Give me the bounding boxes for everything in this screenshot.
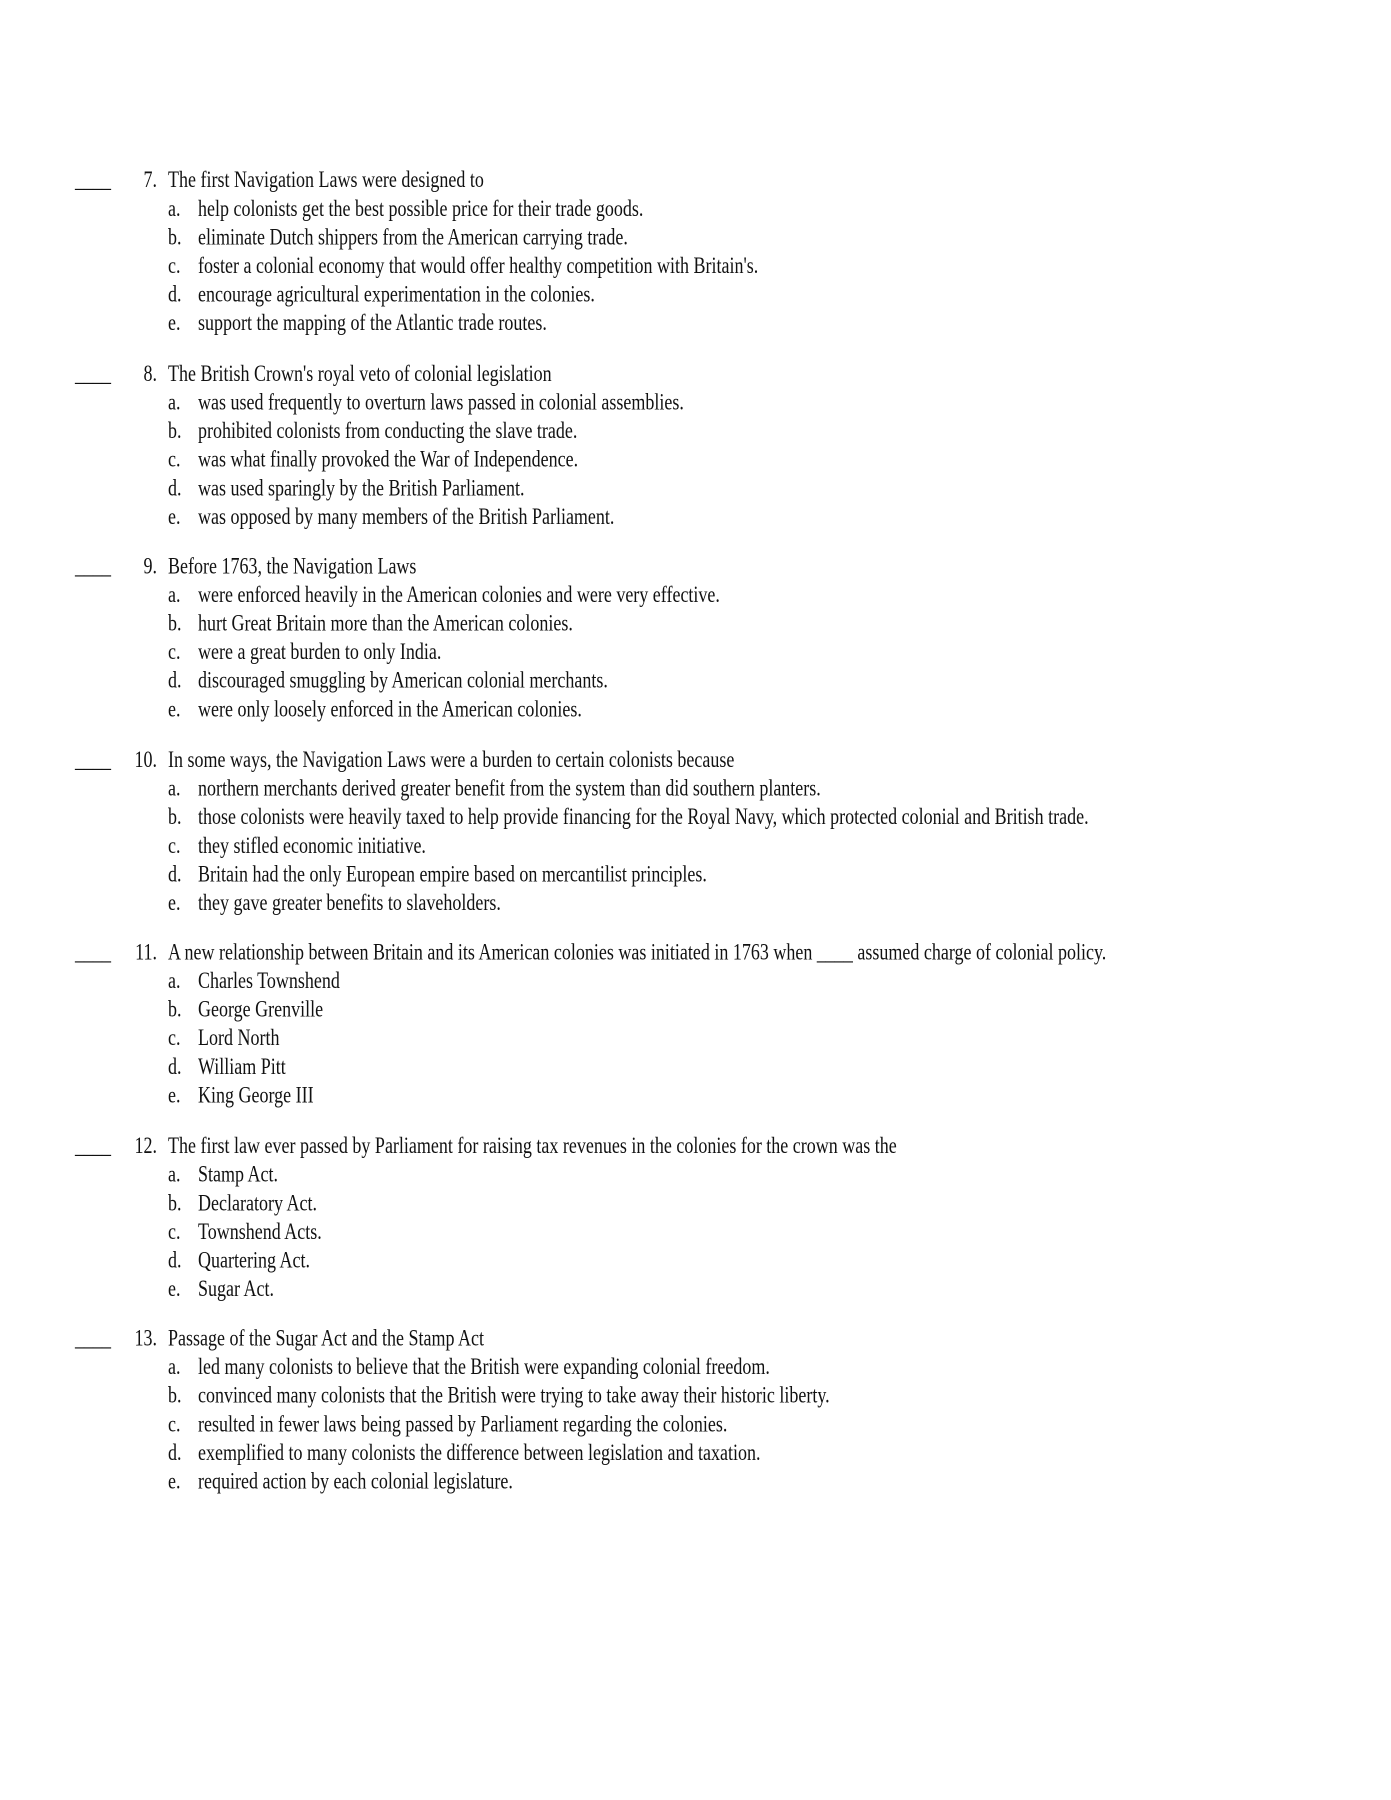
option-text: exemplified to many colonists the difference between legislation and taxation. xyxy=(198,1439,761,1466)
option-letter: e. xyxy=(168,502,181,529)
question-number: 10. xyxy=(134,745,157,772)
question-number: 11. xyxy=(135,938,157,965)
option-letter: e. xyxy=(168,1274,181,1301)
option-text: Quartering Act. xyxy=(198,1246,310,1273)
option-text: was used frequently to overturn laws passed in colonial assemblies. xyxy=(198,388,684,415)
option-letter: a. xyxy=(168,581,181,608)
question-number: 9. xyxy=(143,552,157,579)
answer-option xyxy=(0,1159,1391,1188)
answer-option xyxy=(0,887,1391,916)
answer-option xyxy=(0,308,1391,337)
option-text: prohibited colonists from conducting the slave trade. xyxy=(198,416,578,443)
option-text: King George III xyxy=(198,1081,314,1108)
option-text: encourage agricultural experimentation in the colonies. xyxy=(198,280,595,307)
option-letter: c. xyxy=(168,1217,181,1244)
option-text: help colonists get the best possible price for their trade goods. xyxy=(198,195,644,221)
option-letter: a. xyxy=(168,195,181,221)
option-letter: c. xyxy=(168,638,181,665)
answer-option xyxy=(0,415,1391,444)
answer-option xyxy=(0,251,1391,280)
option-letter: e. xyxy=(168,309,181,336)
option-letter: b. xyxy=(168,995,182,1022)
option-letter: d. xyxy=(168,280,182,307)
option-text: Charles Townshend xyxy=(198,967,340,994)
option-letter: b. xyxy=(168,802,182,829)
option-text: Stamp Act. xyxy=(198,1160,278,1187)
option-letter: a. xyxy=(168,1160,181,1187)
answer-option xyxy=(0,1381,1391,1410)
option-text: Lord North xyxy=(198,1024,280,1051)
answer-option xyxy=(0,280,1391,309)
option-letter: a. xyxy=(168,1353,181,1380)
answer-option xyxy=(0,666,1391,695)
option-letter: c. xyxy=(168,831,181,858)
question-text: The first Navigation Laws were designed to xyxy=(168,166,484,193)
option-text: convinced many colonists that the British were trying to take away their historic liberty. xyxy=(198,1381,830,1408)
answer-option xyxy=(0,830,1391,859)
option-text: they gave greater benefits to slaveholders. xyxy=(198,888,501,915)
option-letter: c. xyxy=(168,1024,181,1051)
option-text: Sugar Act. xyxy=(198,1274,274,1301)
question-text: In some ways, the Navigation Laws were a burden to certain colonists because xyxy=(168,745,735,772)
answer-option xyxy=(0,387,1391,416)
option-letter: e. xyxy=(168,1081,181,1108)
option-text: eliminate Dutch shippers from the American carrying trade. xyxy=(198,223,628,250)
answer-option xyxy=(0,1023,1391,1052)
option-letter: b. xyxy=(168,609,182,636)
question xyxy=(0,937,1391,1109)
answer-blank[interactable]: ____ xyxy=(75,938,111,965)
option-text: foster a colonial economy that would offer healthy competition with Britain's. xyxy=(198,252,759,279)
option-letter: e. xyxy=(168,695,181,722)
option-letter: e. xyxy=(168,1467,181,1494)
question-text: The British Crown's royal veto of colonial legislation xyxy=(168,359,552,386)
option-letter: d. xyxy=(168,1439,182,1466)
answer-option xyxy=(0,473,1391,502)
question-text: A new relationship between Britain and its American colonies was initiated in 1763 when ____ assumed charge of colonial policy. xyxy=(168,938,1107,965)
answer-option xyxy=(0,1273,1391,1302)
question xyxy=(0,165,1391,337)
answer-blank[interactable]: ____ xyxy=(75,166,111,193)
option-text: hurt Great Britain more than the American colonies. xyxy=(198,609,573,636)
option-text: led many colonists to believe that the British were expanding colonial freedom. xyxy=(198,1353,770,1380)
option-list xyxy=(0,966,1391,1109)
option-letter: a. xyxy=(168,774,181,801)
option-letter: b. xyxy=(168,1381,182,1408)
option-text: William Pitt xyxy=(198,1053,286,1079)
answer-option xyxy=(0,222,1391,251)
option-text: northern merchants derived greater benefit from the system than did southern planters. xyxy=(198,774,821,801)
question-list xyxy=(0,165,1391,1516)
answer-option xyxy=(0,580,1391,609)
question-number: 7. xyxy=(143,166,157,193)
answer-blank[interactable]: ____ xyxy=(75,359,111,386)
answer-option xyxy=(0,1052,1391,1081)
option-letter: b. xyxy=(168,1188,182,1215)
answer-blank[interactable]: ____ xyxy=(75,1131,111,1158)
answer-blank[interactable]: ____ xyxy=(75,745,111,772)
option-letter: c. xyxy=(168,252,181,279)
question xyxy=(0,1323,1391,1495)
question-number: 8. xyxy=(143,359,157,386)
option-text: required action by each colonial legislature. xyxy=(198,1467,513,1494)
option-text: was opposed by many members of the British Parliament. xyxy=(198,502,615,529)
answer-option xyxy=(0,1245,1391,1274)
option-list xyxy=(0,773,1391,916)
option-text: support the mapping of the Atlantic trade routes. xyxy=(198,309,547,336)
question xyxy=(0,1130,1391,1302)
option-letter: e. xyxy=(168,888,181,915)
option-text: Declaratory Act. xyxy=(198,1188,317,1215)
question-text: The first law ever passed by Parliament for raising tax revenues in the colonies for the crown was the xyxy=(168,1131,897,1158)
option-letter: a. xyxy=(168,967,181,994)
option-letter: d. xyxy=(168,473,182,500)
answer-option xyxy=(0,1080,1391,1109)
answer-blank[interactable]: ____ xyxy=(75,552,111,579)
option-text: discouraged smuggling by American colonial merchants. xyxy=(198,666,608,693)
option-text: Townshend Acts. xyxy=(198,1217,322,1244)
option-text: they stifled economic initiative. xyxy=(198,831,426,858)
option-list xyxy=(0,1159,1391,1302)
option-letter: b. xyxy=(168,416,182,443)
answer-option xyxy=(0,1188,1391,1217)
option-text: were a great burden to only India. xyxy=(198,638,442,665)
answer-option xyxy=(0,1466,1391,1495)
question xyxy=(0,744,1391,916)
answer-option xyxy=(0,444,1391,473)
option-letter: d. xyxy=(168,859,182,886)
answer-option xyxy=(0,194,1391,223)
option-letter: d. xyxy=(168,1053,182,1079)
question xyxy=(0,551,1391,723)
option-letter: c. xyxy=(168,445,181,472)
option-list xyxy=(0,387,1391,530)
answer-option xyxy=(0,966,1391,995)
option-text: were only loosely enforced in the American colonies. xyxy=(198,695,582,722)
option-letter: b. xyxy=(168,223,182,250)
option-list xyxy=(0,194,1391,337)
option-list xyxy=(0,580,1391,723)
option-text: resulted in fewer laws being passed by Parliament regarding the colonies. xyxy=(198,1410,728,1437)
option-letter: d. xyxy=(168,1246,182,1273)
answer-option xyxy=(0,637,1391,666)
question-number: 12. xyxy=(134,1131,157,1158)
answer-option xyxy=(0,1409,1391,1438)
option-text: were enforced heavily in the American colonies and were very effective. xyxy=(198,581,720,608)
answer-blank[interactable]: ____ xyxy=(75,1324,111,1351)
question-number: 13. xyxy=(134,1324,157,1351)
option-letter: d. xyxy=(168,666,182,693)
option-text: George Grenville xyxy=(198,995,324,1022)
answer-option xyxy=(0,773,1391,802)
answer-option xyxy=(0,801,1391,830)
question-text: Passage of the Sugar Act and the Stamp Act xyxy=(168,1324,484,1351)
option-list xyxy=(0,1352,1391,1495)
answer-option xyxy=(0,994,1391,1023)
answer-option xyxy=(0,1352,1391,1381)
option-text: was used sparingly by the British Parliament. xyxy=(198,473,525,500)
question-text: Before 1763, the Navigation Laws xyxy=(168,552,417,579)
option-text: those colonists were heavily taxed to help provide financing for the Royal Navy, which protected colonial and British trade. xyxy=(198,802,1089,829)
question xyxy=(0,358,1391,530)
answer-option xyxy=(0,859,1391,888)
answer-option xyxy=(0,1216,1391,1245)
option-letter: c. xyxy=(168,1410,181,1437)
answer-option xyxy=(0,694,1391,723)
option-text: Britain had the only European empire based on mercantilist principles. xyxy=(198,859,707,886)
option-letter: a. xyxy=(168,388,181,415)
option-text: was what finally provoked the War of Independence. xyxy=(198,445,579,472)
answer-option xyxy=(0,608,1391,637)
answer-option xyxy=(0,1438,1391,1467)
answer-option xyxy=(0,501,1391,530)
